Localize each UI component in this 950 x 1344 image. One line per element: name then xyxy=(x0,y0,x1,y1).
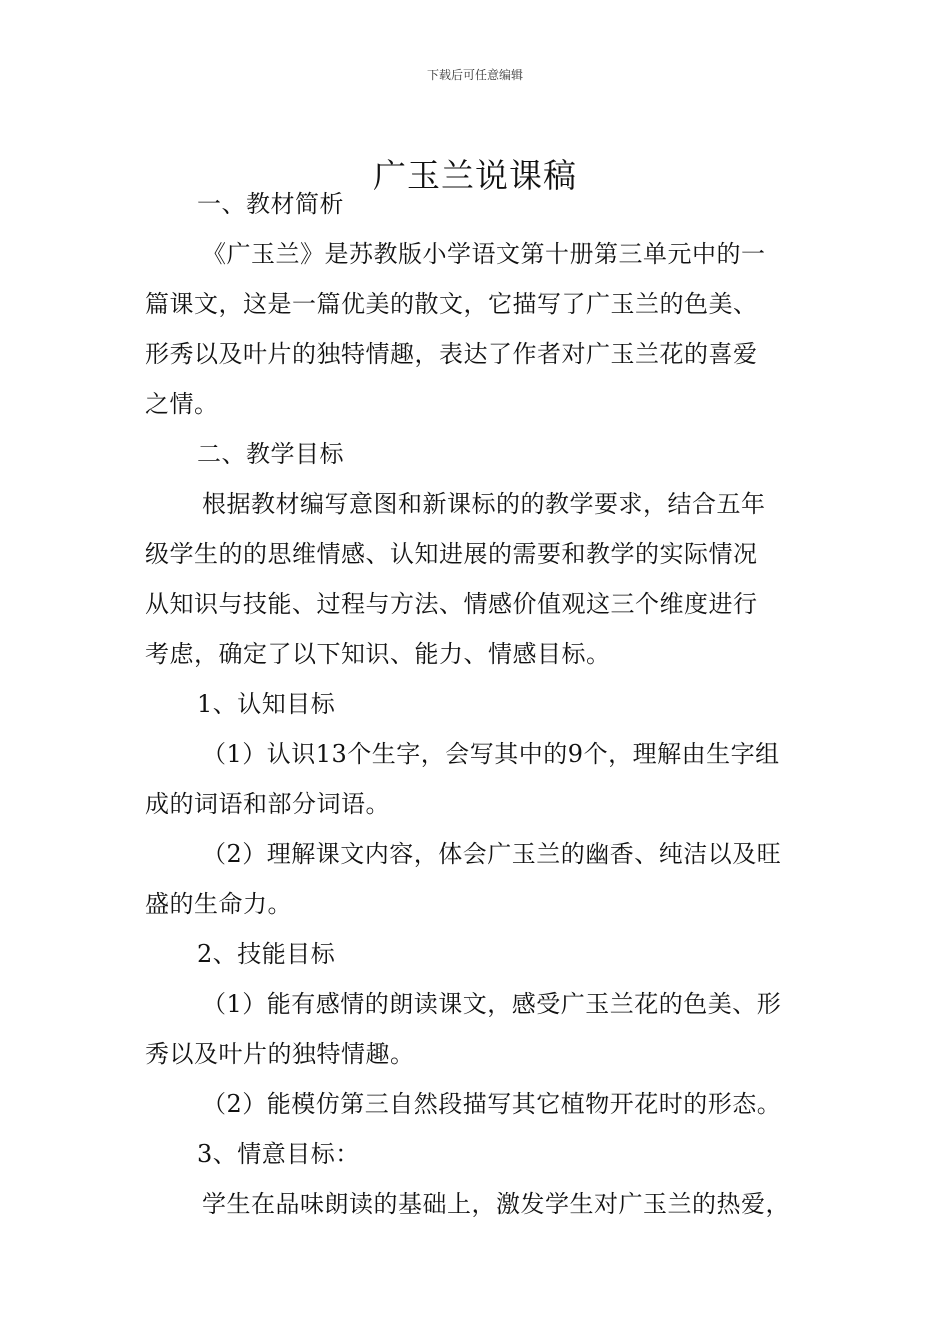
section-heading-materials: 一、教材简析 xyxy=(197,190,344,218)
paragraph-line: 形秀以及叶片的独特情趣，表达了作者对广玉兰花的喜爱 xyxy=(145,340,758,368)
subheading-affective: 3、情意目标： xyxy=(197,1140,360,1168)
subheading-skills: 2、技能目标 xyxy=(197,940,336,968)
list-item-line: （2）理解课文内容，体会广玉兰的幽香、纯洁以及旺 xyxy=(202,840,782,868)
list-item-line: （1）认识13个生字，会写其中的9个，理解由生字组 xyxy=(202,740,780,768)
paragraph-line: 篇课文，这是一篇优美的散文，它描写了广玉兰的色美、 xyxy=(145,290,758,318)
paragraph-line: 《广玉兰》是苏教版小学语文第十册第三单元中的一 xyxy=(202,240,766,268)
list-item-line: 秀以及叶片的独特情趣。 xyxy=(145,1040,415,1068)
paragraph-line: 之情。 xyxy=(145,390,219,418)
header-note: 下载后可任意编辑 xyxy=(426,68,523,82)
document-title: 广玉兰说课稿 xyxy=(373,156,577,196)
paragraph-line: 学生在品味朗读的基础上，激发学生对广玉兰的热爱， xyxy=(202,1190,790,1218)
paragraph-line: 根据教材编写意图和新课标的的教学要求，结合五年 xyxy=(202,490,766,518)
paragraph-line: 从知识与技能、过程与方法、情感价值观这三个维度进行 xyxy=(145,590,758,618)
paragraph-line: 考虑，确定了以下知识、能力、情感目标。 xyxy=(145,640,611,668)
list-item-line: 成的词语和部分词语。 xyxy=(145,790,390,818)
subheading-cognitive: 1、认知目标 xyxy=(197,690,336,718)
list-item-line: （1）能有感情的朗读课文，感受广玉兰花的色美、形 xyxy=(202,990,782,1018)
list-item-line: 盛的生命力。 xyxy=(145,890,292,918)
list-item-line: （2）能模仿第三自然段描写其它植物开花时的形态。 xyxy=(202,1090,782,1118)
paragraph-line: 级学生的的思维情感、认知进展的需要和教学的实际情况 xyxy=(145,540,758,568)
section-heading-goals: 二、教学目标 xyxy=(197,440,344,468)
